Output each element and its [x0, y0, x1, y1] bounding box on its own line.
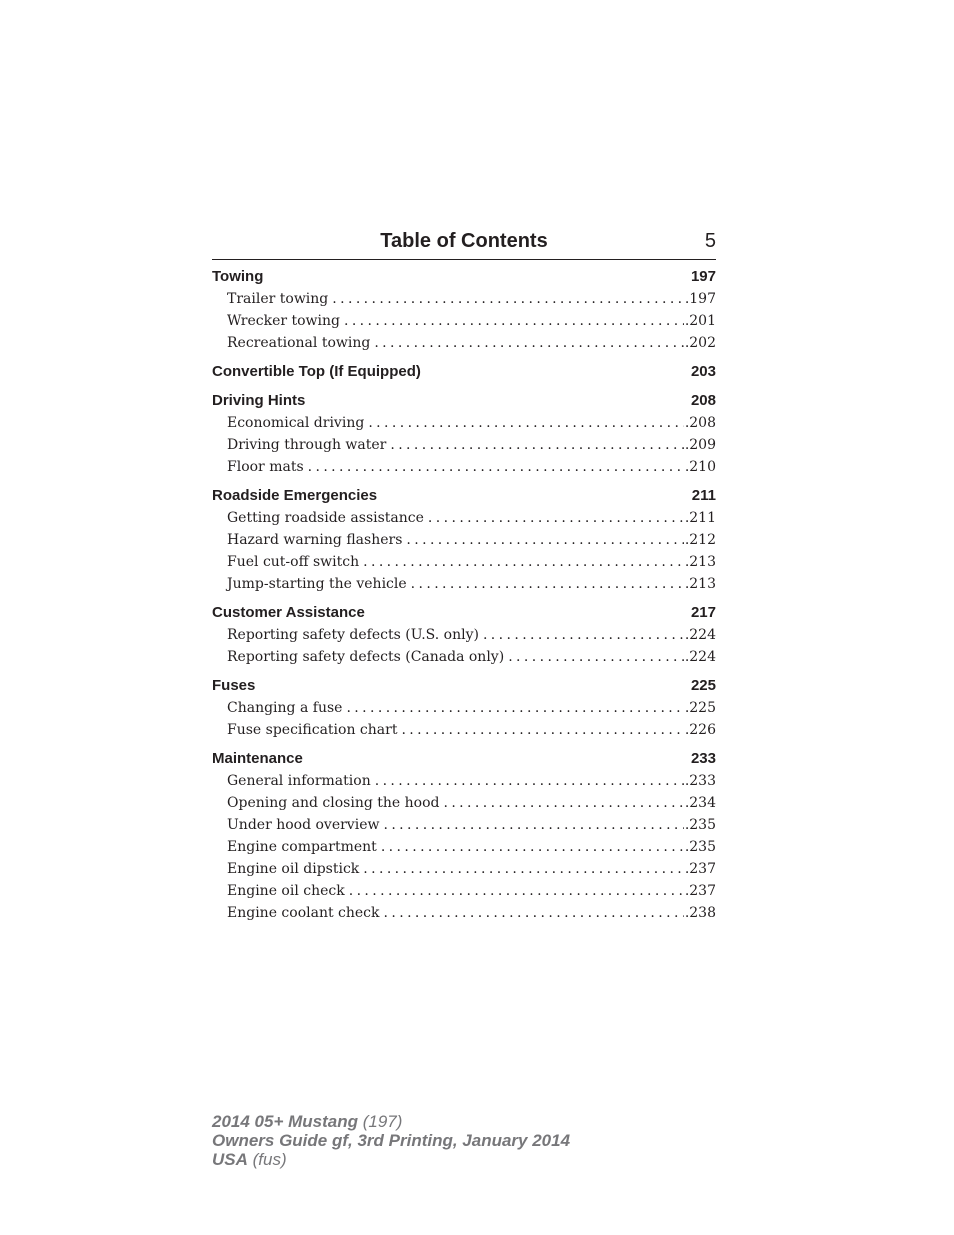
- toc-entry[interactable]: [212, 551, 716, 573]
- footer-model: 2014 05+ Mustang: [212, 1112, 358, 1131]
- entry-page: .212: [684, 532, 716, 548]
- entry-page: .233: [684, 773, 716, 789]
- section-page: 203: [690, 363, 716, 380]
- entry-label: Opening and closing the hood: [227, 795, 440, 811]
- entry-page: .201: [684, 313, 716, 329]
- footer-line-3: [212, 1150, 570, 1169]
- toc-entry[interactable]: [212, 529, 716, 551]
- toc-section-heading[interactable]: [212, 748, 716, 770]
- dot-leader: [374, 332, 684, 354]
- entry-page: .211: [684, 510, 716, 526]
- dot-leader: [390, 434, 683, 456]
- toc-section-heading[interactable]: [212, 485, 716, 507]
- toc-entry[interactable]: [212, 697, 716, 719]
- footer-line-1: [212, 1112, 570, 1131]
- entry-page: .224: [684, 627, 716, 643]
- toc-entry[interactable]: [212, 332, 716, 354]
- dot-leader: [428, 507, 684, 529]
- dot-leader: [375, 770, 684, 792]
- toc-section: [212, 266, 716, 354]
- toc-entry[interactable]: [212, 902, 716, 924]
- entry-page: .235: [684, 817, 716, 833]
- entry-page: .237: [684, 883, 716, 899]
- dot-leader: [363, 858, 684, 880]
- footer-line-2: Owners Guide gf, 3rd Printing, January 2014: [212, 1131, 571, 1150]
- section-page: 197: [690, 268, 716, 285]
- section-page: 217: [690, 604, 716, 621]
- dot-leader: [383, 814, 683, 836]
- toc-entry[interactable]: [212, 719, 716, 741]
- toc-section: [212, 675, 716, 741]
- dot-leader: [346, 697, 683, 719]
- toc-section: [212, 390, 716, 478]
- dot-leader: [508, 646, 684, 668]
- entry-page: .238: [684, 905, 716, 921]
- toc-entry[interactable]: [212, 646, 716, 668]
- entry-page: .225: [684, 700, 716, 716]
- section-title: Fuses: [212, 677, 256, 694]
- toc-entry[interactable]: [212, 412, 716, 434]
- dot-leader: [349, 880, 684, 902]
- section-title: Towing: [212, 268, 264, 285]
- entry-label: Floor mats: [227, 459, 304, 475]
- toc-entry[interactable]: [212, 624, 716, 646]
- entry-page: .208: [684, 415, 716, 431]
- dot-leader: [406, 529, 683, 551]
- entry-page: .210: [684, 459, 716, 475]
- dot-leader: [308, 456, 684, 478]
- toc-entry[interactable]: [212, 770, 716, 792]
- dot-leader: [483, 624, 684, 646]
- entry-label: Reporting safety defects (U.S. only): [227, 627, 479, 643]
- section-title: Roadside Emergencies: [212, 487, 378, 504]
- toc-section-heading[interactable]: [212, 675, 716, 697]
- dot-leader: [344, 310, 684, 332]
- entry-label: Engine compartment: [227, 839, 377, 855]
- entry-label: Recreational towing: [227, 335, 371, 351]
- page-number: 5: [704, 230, 716, 252]
- entry-page: .213: [684, 554, 716, 570]
- section-title: Customer Assistance: [212, 604, 365, 621]
- section-page: 208: [690, 392, 716, 409]
- toc-section: [212, 602, 716, 668]
- toc-section-heading[interactable]: [212, 602, 716, 624]
- section-page: 233: [690, 750, 716, 767]
- entry-label: Engine coolant check: [227, 905, 380, 921]
- entry-label: Trailer towing: [227, 291, 329, 307]
- entry-label: Wrecker towing: [227, 313, 340, 329]
- toc-entry[interactable]: [212, 310, 716, 332]
- toc-section: [212, 485, 716, 595]
- toc-entry[interactable]: [212, 507, 716, 529]
- section-page: 225: [690, 677, 716, 694]
- entry-label: Jump-starting the vehicle: [227, 576, 407, 592]
- toc-entry[interactable]: [212, 456, 716, 478]
- entry-page: .209: [684, 437, 716, 453]
- toc-section: [212, 361, 716, 383]
- footer-model-code: (197): [362, 1112, 403, 1131]
- dot-leader: [411, 573, 684, 595]
- entry-label: Reporting safety defects (Canada only): [227, 649, 505, 665]
- section-title: Driving Hints: [212, 392, 306, 409]
- footer-market-code: (fus): [252, 1150, 287, 1169]
- section-page: 211: [691, 487, 716, 504]
- entry-label: Engine oil check: [227, 883, 345, 899]
- entry-page: .235: [684, 839, 716, 855]
- entry-label: Changing a fuse: [227, 700, 343, 716]
- entry-label: Fuse specification chart: [227, 722, 398, 738]
- entry-page: .234: [684, 795, 716, 811]
- toc-entry[interactable]: [212, 434, 716, 456]
- dot-leader: [384, 902, 684, 924]
- dot-leader: [368, 412, 684, 434]
- footer-market: USA: [212, 1150, 248, 1169]
- entry-page: .226: [684, 722, 716, 738]
- toc-entry[interactable]: [212, 288, 716, 310]
- toc-entry[interactable]: [212, 880, 716, 902]
- toc-section-heading[interactable]: [212, 361, 716, 383]
- section-title: Maintenance: [212, 750, 303, 767]
- entry-label: Getting roadside assistance: [227, 510, 424, 526]
- entry-label: Fuel cut-off switch: [227, 554, 360, 570]
- toc-section-heading[interactable]: [212, 390, 716, 412]
- entry-page: .213: [684, 576, 716, 592]
- entry-label: Driving through water: [227, 437, 387, 453]
- entry-label: Engine oil dipstick: [227, 861, 360, 877]
- toc-entry[interactable]: [212, 573, 716, 595]
- table-of-contents: [212, 266, 716, 931]
- entry-page: .202: [684, 335, 716, 351]
- page-header: [212, 228, 716, 260]
- entry-label: Under hood overview: [227, 817, 380, 833]
- page-footer: [212, 1112, 570, 1169]
- page-title: Table of Contents: [380, 230, 548, 252]
- toc-entry[interactable]: [212, 858, 716, 880]
- dot-leader: [332, 288, 684, 310]
- entry-page: .197: [684, 291, 716, 307]
- entry-label: General information: [227, 773, 371, 789]
- section-title: Convertible Top (If Equipped): [212, 363, 421, 380]
- dot-leader: [363, 551, 684, 573]
- toc-section: [212, 748, 716, 924]
- entry-page: .237: [684, 861, 716, 877]
- toc-entry[interactable]: [212, 792, 716, 814]
- dot-leader: [443, 792, 683, 814]
- entry-page: .224: [684, 649, 716, 665]
- toc-entry[interactable]: [212, 814, 716, 836]
- dot-leader: [381, 836, 684, 858]
- toc-section-heading[interactable]: [212, 266, 716, 288]
- toc-entry[interactable]: [212, 836, 716, 858]
- entry-label: Economical driving: [227, 415, 365, 431]
- dot-leader: [401, 719, 683, 741]
- entry-label: Hazard warning flashers: [227, 532, 403, 548]
